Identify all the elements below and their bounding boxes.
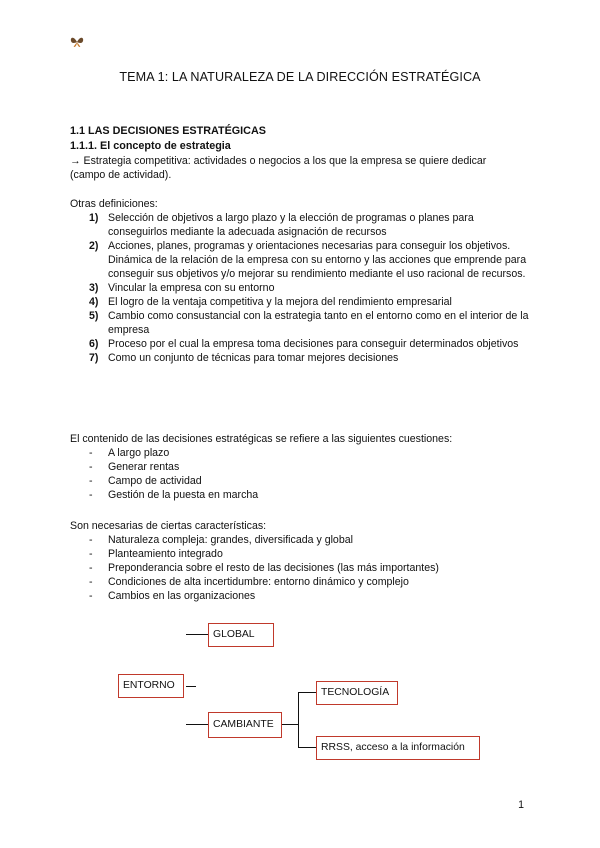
global-box: GLOBAL (208, 623, 274, 647)
entorno-box: ENTORNO (118, 674, 184, 698)
connector-line (298, 692, 316, 693)
subsection-heading: 1.1.1. El concepto de estrategia (70, 140, 231, 152)
list-item: 5) Cambio como consustancial con la estrategia tanto en el entorno como en el interior de la empresa (89, 310, 529, 336)
list-item: 2) Acciones, planes, programas y orientaciones necesarias para conseguir los objetivos. Dinámica de la relación de la empresa con su entorno y las acciones que emprende para conseguir sus objetivos y/o mejorar su rendimiento mediante el uso racional de recursos. (89, 240, 527, 280)
list-item: 7) Como un conjunto de técnicas para tomar mejores decisiones (89, 352, 399, 364)
tecnologia-box: TECNOLOGÍA (316, 681, 398, 705)
definitions-list (70, 211, 530, 365)
intro-line-1: → Estrategia competitiva: actividades o negocios a los que la empresa se quiere dedicar (70, 155, 487, 167)
list-item: 1) Selección de objetivos a largo plazo y la elección de programas o planes para conseguirlos mediante la adecuada asignación de recursos (89, 212, 474, 238)
list-item: - Gestión de la puesta en marcha (89, 489, 259, 501)
characteristics-list (70, 533, 530, 603)
list-item: 4) El logro de la ventaja competitiva y la mejora del rendimiento empresarial (89, 296, 452, 308)
connector-line (298, 747, 316, 748)
intro-line-2: (campo de actividad). (70, 169, 172, 181)
connector-line (186, 686, 196, 687)
connector-line (298, 692, 299, 748)
characteristics-label: Son necesarias de ciertas características: (70, 520, 267, 532)
list-item: - Condiciones de alta incertidumbre: entorno dinámico y complejo (89, 576, 409, 588)
content-label: El contenido de las decisiones estratégicas se refiere a las siguientes cuestiones: (70, 433, 453, 445)
page-title: TEMA 1: LA NATURALEZA DE LA DIRECCIÓN ESTRATÉGICA (119, 70, 481, 84)
list-item: - Naturaleza compleja: grandes, diversificada y global (89, 534, 353, 546)
list-item: 3) Vincular la empresa con su entorno (89, 282, 275, 294)
connector-line (186, 724, 208, 725)
butterfly-icon (70, 36, 84, 48)
definitions-label: Otras definiciones: (70, 198, 158, 210)
content-list (70, 446, 530, 502)
section-heading: 1.1 LAS DECISIONES ESTRATÉGICAS (70, 125, 266, 137)
list-item: - Generar rentas (89, 461, 180, 473)
list-item: - Planteamiento integrado (89, 548, 223, 560)
page-number: 1 (518, 799, 524, 811)
list-item: - Campo de actividad (89, 475, 202, 487)
rrss-box: RRSS, acceso a la información (316, 736, 480, 760)
list-item: - Preponderancia sobre el resto de las decisiones (las más importantes) (89, 562, 439, 574)
connector-line (282, 724, 298, 725)
list-item: - Cambios en las organizaciones (89, 590, 256, 602)
cambiante-box: CAMBIANTE (208, 712, 282, 738)
list-item: 6) Proceso por el cual la empresa toma decisiones para conseguir determinados objetivos (89, 338, 519, 350)
connector-line (186, 634, 208, 635)
list-item: - A largo plazo (89, 447, 170, 459)
